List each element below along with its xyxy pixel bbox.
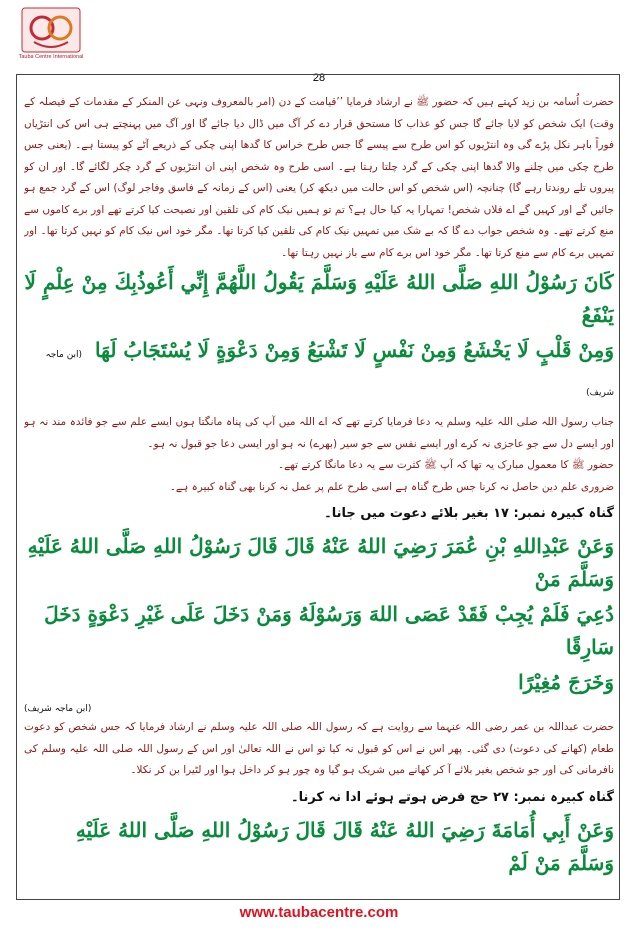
arabic-hadith-3-line-1: وَعَنْ أَبِي أُمَامَةَ رَضِيَ اللهُ عَنْهُ قَالَ قَالَ رَسُوْلُ اللهِ صَلَّى اللهُ عَلَيْهِ وَسَلَّمَ مَنْ لَمْ (75, 817, 614, 875)
heading-major-sin-27: گناہ کبیرہ نمبر: ۲۷ حج فرض ہوتے ہوئے ادا نہ کرنا۔ (290, 789, 614, 805)
logo-emblem-icon (16, 6, 86, 56)
paragraph-dua-translation: جناب رسول اللہ صلی اللہ علیہ وسلم یہ دعا فرمایا کرتے تھے کہ اے اللہ میں آپ کی پناہ مانگتا ہوں ایسے علم سے جو فائدہ مند نہ ہو اور ایسے دل سے جو عاجزی نہ کرے اور ایسے نفس سے جو سیر (بھرے) نہ ہو اور ایسی دعا جو قبول نہ ہو۔ (24, 416, 614, 450)
tauba-centre-logo (16, 6, 86, 66)
paragraph-knowledge-sin: ضروری علم دین حاصل نہ کرنا جس طرح گناہ ہے اسی طرح علم پر عمل نہ کرنا بھی گناہ کبیرہ ہے۔ (169, 480, 614, 493)
hadith-1-reference: (ابن ماجہ شریف) (45, 350, 614, 398)
paragraph-ibn-umar-hadith: حضرت عبداللہ بن عمر رضی اللہ عنہما سے روایت ہے کہ رسول اللہ صلی اللہ علیہ وسلم نے ارشاد فرمایا کہ جس شخص کو دعوت طعام (کھانے کی دعوت) دی گئی۔ پھر اس نے اس کو قبول نہ کیا تو اس نے اللہ تعالیٰ اور اس کے رسول اللہ صلی اللہ علیہ وسلم کی نافرمانی کی اور جو شخص بغیر بلائے آ کر کھانے میں شریک ہو گیا وہ چور ہو کر داخل ہوا اور لٹیرا بن کر نکلا۔ (24, 721, 614, 776)
website-link[interactable]: www.taubacentre.com (239, 904, 399, 921)
heading-major-sin-17: گناہ کبیرہ نمبر: ۱۷ بغیر بلائے دعوت میں جانا۔ (324, 506, 614, 521)
arabic-hadith-2-line-1: وَعَنْ عَبْدِاللهِ بْنِ عُمَرَ رَضِيَ اللهُ عَنْهُ قَالَ قَالَ رَسُوْلُ اللهِ صَلَّى اللهُ عَلَيْهِ وَسَلَّمَ مَنْ (27, 534, 614, 591)
page-content (24, 92, 614, 896)
arabic-hadith-1-line-2 (24, 334, 614, 410)
arabic-hadith-2-line-3: وَخَرَجَ مُغِيْرًا (518, 670, 614, 694)
arabic-hadith-1-line-1: كَانَ رَسُوْلُ اللهِ صَلَّى اللهُ عَلَيْهِ وَسَلَّمَ يَقُولُ اللَّهُمَّ إِنِّي أَعُوذُبِكَ مِنْ عِلْمٍ لَا يَنْفَعُ (24, 270, 614, 327)
paragraph-usama-hadith: حضرت اُسامہ بن زید کہتے ہیں کہ حضور ﷺ نے ارشاد فرمایا ’’قیامت کے دن (امر بالمعروف ونہی عن المنکر کے مقدمات کے فیصلہ کے وقت) ایک شخص کو لایا جائے گا جس کو عذاب کا مستحق قرار دے کر آگ میں ڈال دیا جائے گا اور آگ میں پہنچتے ہی اس کی انتڑیاں فوراً باہر نکل پڑے گی وہ انتڑیوں کو اس طرح سے پیسے گا جس طرح خراس کا گدھا اپنی چکی کے ذریعے آٹے کو پیستا ہے۔ (یعنی جس طرح چکی میں چلنے والا گدھا اپنی چکی کے گرد چلتا رہتا ہے۔ اسی طرح وہ شخص اپنی ان انتڑیوں کے گرد چکر لگائے گا۔ اور ان کو پیروں تلے روندتا رہے گا) چنانچہ (اس شخص کو اس حالت میں دیکھ کر) یعنی (اس کے زمانہ کے فاسق وفاجر لوگ) اس کے گرد جمع ہو جائیں گے اور کہیں گے اے فلاں شخص! تمہارا یہ کیا حال ہے؟ تم تو ہمیں نیک کام کی تلقین اور نصیحت کیا کرتے تھے اور برے کاموں سے منع کرتے تھے۔ وہ شخص جواب دے گا کہ بے شک میں تمہیں نیک کام کی تلقین کیا کرتا تھا۔ مگر خود اس نیک کام کو نہیں کرتا تھا۔ اور تمہیں برے کام سے منع کرتا تھا۔ مگر خود اس برے کام سے باز نہیں رہتا تھا۔ (24, 96, 614, 259)
logo-text: Tauba Centre International (18, 54, 84, 60)
paragraph-prophet-routine: حضور ﷺ کا معمول مبارک یہ تھا کہ آپ ﷺ کثرت سے یہ دعا مانگا کرتے تھے۔ (277, 459, 614, 471)
hadith-2-reference: (ابن ماجہ شریف) (24, 704, 92, 714)
arabic-hadith-1-line-2-text: وَمِنْ قَلْبٍ لَا يَخْشَعُ وَمِنْ نَفْسٍ لَا تَشْبَعُ وَمِنْ دَعْوَةٍ لَا يُسْتَجَابُ لَهَا (95, 338, 614, 362)
arabic-hadith-2-line-2: دُعِيَ فَلَمْ يُجِبْ فَقَدْ عَصَى اللهَ وَرَسُوْلَهُ وَمَنْ دَخَلَ عَلَى غَيْرِ دَعْوَةٍ دَخَلَ سَارِقًا (44, 602, 614, 659)
page-number: 28 (312, 72, 326, 84)
